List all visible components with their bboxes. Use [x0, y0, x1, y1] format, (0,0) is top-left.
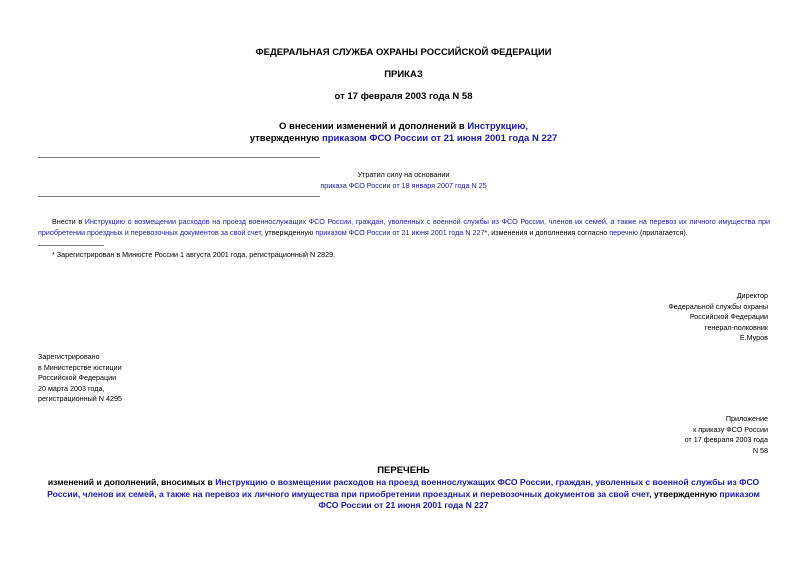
doc-type: ПРИКАЗ [384, 69, 423, 80]
divider [38, 196, 320, 197]
signature-line: генерал-полковник [704, 322, 768, 332]
list-text: , утвержденную [649, 488, 720, 499]
registration-line: в Министерстве юстиции [38, 362, 122, 372]
signature-line: Е.Муров [739, 333, 768, 342]
signature-block [500, 291, 768, 344]
title-text: О внесении изменений и дополнений в [279, 121, 468, 132]
signature-line: Федеральной службы охраны [668, 301, 768, 311]
appendix-line: Приложение [725, 414, 768, 423]
registration-line: регистрационный N 4295 [38, 394, 122, 403]
signature-line: Российской Федерации [689, 312, 768, 321]
footnote-divider [38, 245, 104, 246]
body-text: *, изменения и дополнения согласно [484, 227, 610, 237]
list-heading: ПЕРЕЧЕНЬ [377, 465, 430, 476]
registration-block [38, 352, 338, 405]
body-text: , утвержденную [260, 227, 316, 237]
registration-line: 20 марта 2003 года, [38, 383, 105, 393]
status-note: Утратил силу на основании [357, 170, 450, 179]
title-link-instruction[interactable]: Инструкцию, [467, 121, 528, 132]
agency-name: ФЕДЕРАЛЬНАЯ СЛУЖБА ОХРАНЫ РОССИЙСКОЙ ФЕДЕРАЦИИ [255, 47, 552, 58]
body-text: Внести в [52, 217, 85, 226]
title-link-order[interactable]: приказом ФСО России от 21 июня 2001 года N 227 [321, 133, 558, 144]
appendix-block [500, 414, 768, 456]
body-link-list[interactable]: перечню [609, 227, 638, 237]
appendix-line: к приказу ФСО России [693, 424, 768, 434]
body-paragraph [38, 217, 770, 238]
divider [38, 157, 320, 158]
status-link[interactable]: приказа ФСО России от 18 января 2007 года N 25 [320, 181, 487, 190]
doc-date: от 17 февраля 2003 года N 58 [334, 91, 473, 102]
signature-line: Директор [736, 291, 768, 300]
appendix-line: от 17 февраля 2003 года [684, 435, 768, 444]
footnote: * Зарегистрирован в Минюсте России 1 августа 2001 года, регистрационный N 2829. [52, 250, 336, 259]
body-link-instruction[interactable]: Инструкцию о возмещении расходов на проезд военнослужащих ФСО России, граждан, уволенных с военной службы из ФСО России, членов их семей, а также на перевоз их личного имущества при приобретении проездных и перевозочных документов за свой счет [38, 217, 770, 237]
registration-line: Российской Федерации [38, 373, 117, 382]
list-link-instruction[interactable]: Инструкцию о возмещении расходов на проезд военнослужащих ФСО России, граждан, уволенных с военной службы из ФСО России, членов их семей, а также на перевоз их личного имущества при приобретении проездных и перевозочных документов за свой счет [47, 477, 760, 499]
body-link-order[interactable]: приказом ФСО России от 21 июня 2001 года N 227 [315, 227, 485, 237]
list-text: изменений и дополнений, вносимых в [47, 477, 216, 487]
body-text: (прилагается). [637, 227, 688, 237]
list-description [40, 477, 767, 512]
title-text-2: утвержденную [249, 133, 322, 144]
appendix-line: N 58 [752, 445, 768, 455]
registration-line: Зарегистрировано [38, 352, 100, 361]
list-link-order[interactable]: приказом ФСО России от 21 июня 2001 года N 227 [318, 488, 760, 510]
doc-title [0, 121, 807, 145]
